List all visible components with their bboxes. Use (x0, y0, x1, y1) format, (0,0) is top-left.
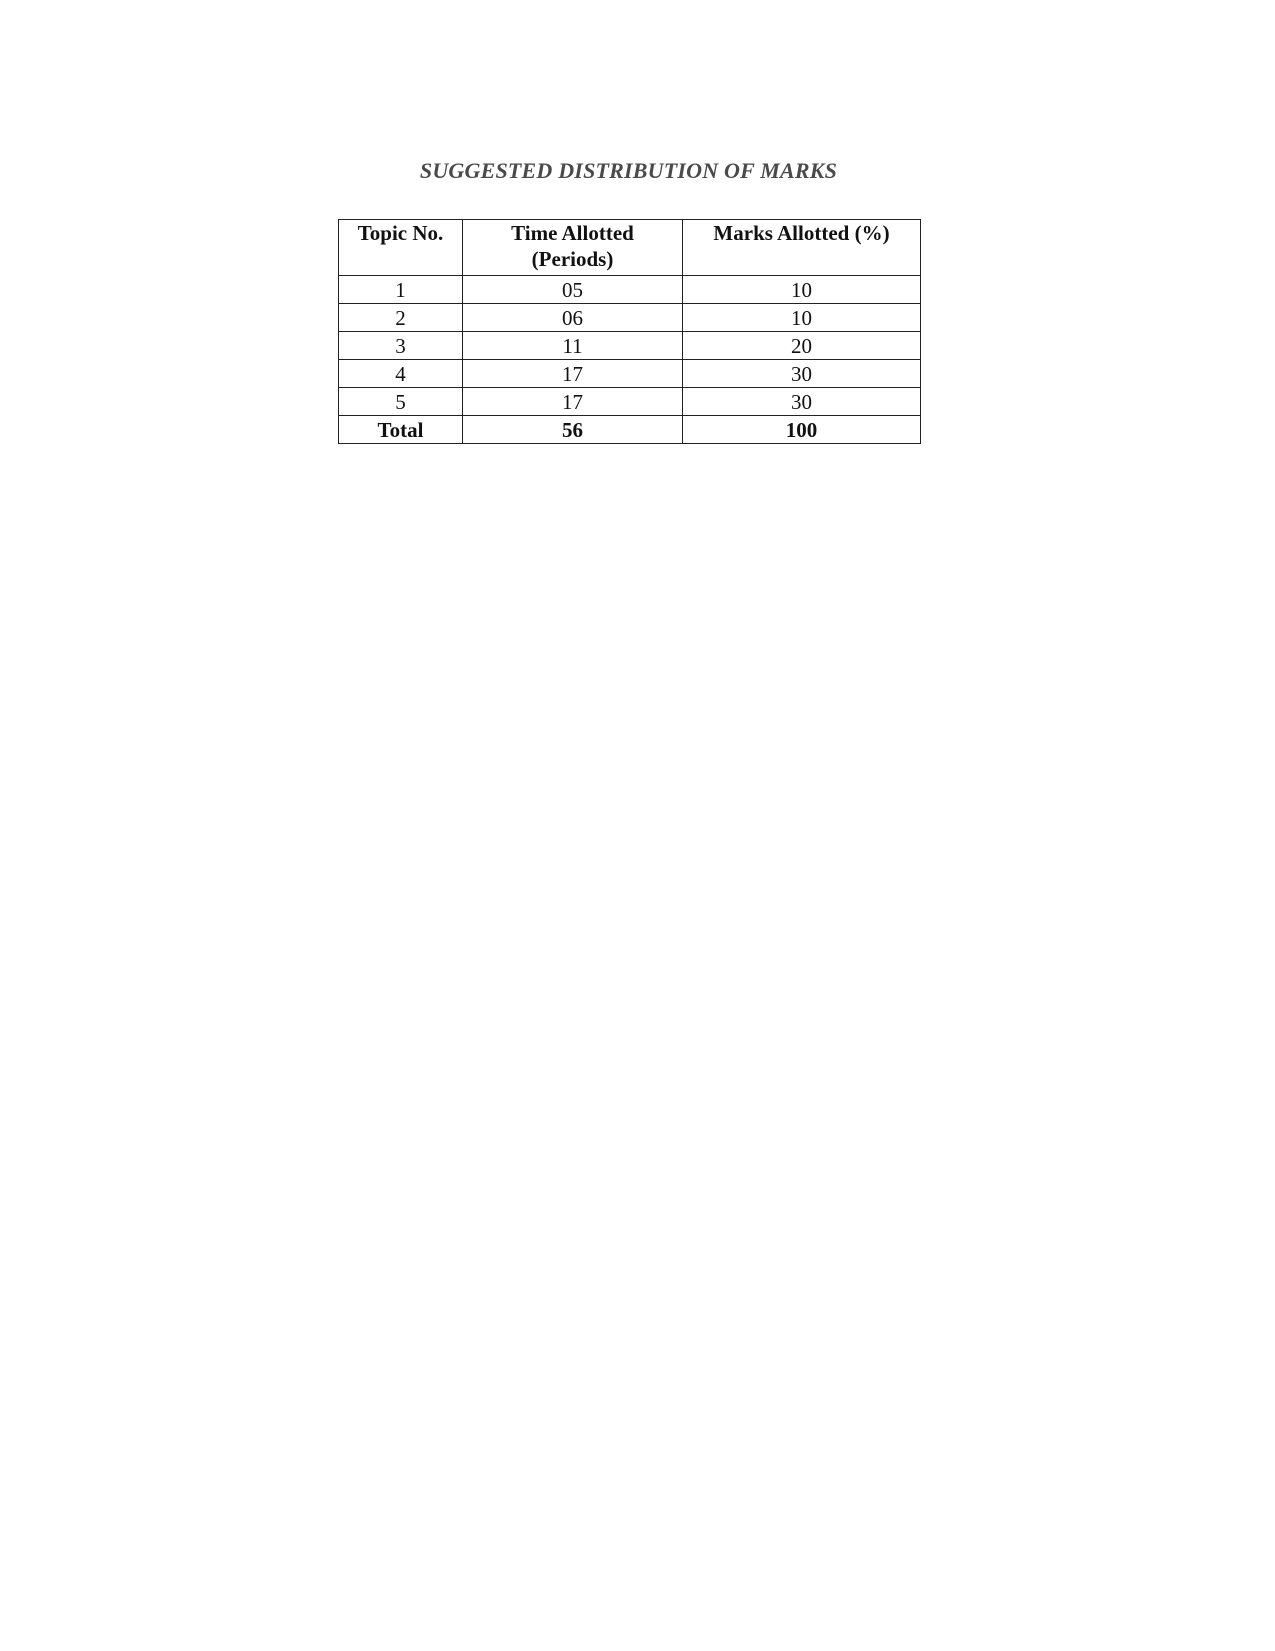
header-marks-allotted (683, 220, 921, 276)
cell-total-marks: 100 (683, 416, 921, 444)
header-time-label-line1: Time Allotted (511, 221, 634, 245)
cell-time: 05 (463, 276, 683, 304)
cell-time: 11 (463, 332, 683, 360)
cell-marks: 30 (683, 388, 921, 416)
cell-time: 17 (463, 360, 683, 388)
header-marks-label: Marks Allotted (%) (713, 221, 890, 245)
header-topic-label: Topic No. (357, 221, 444, 245)
cell-total-label: Total (339, 416, 463, 444)
cell-topic: 5 (339, 388, 463, 416)
cell-total-time: 56 (463, 416, 683, 444)
cell-marks: 20 (683, 332, 921, 360)
table-row (339, 332, 921, 360)
table-header-row (339, 220, 921, 276)
header-time-label-line2: (Periods) (531, 247, 614, 271)
cell-topic: 3 (339, 332, 463, 360)
table-total-row (339, 416, 921, 444)
cell-topic: 4 (339, 360, 463, 388)
cell-topic: 2 (339, 304, 463, 332)
cell-marks: 10 (683, 276, 921, 304)
table-row (339, 388, 921, 416)
table-row (339, 304, 921, 332)
cell-marks: 30 (683, 360, 921, 388)
cell-time: 17 (463, 388, 683, 416)
table-row (339, 360, 921, 388)
cell-topic: 1 (339, 276, 463, 304)
cell-marks: 10 (683, 304, 921, 332)
document-title-text: SUGGESTED DISTRIBUTION OF MARKS (419, 158, 838, 183)
document-title (0, 158, 1275, 184)
table-row (339, 276, 921, 304)
marks-distribution-table (338, 219, 921, 444)
header-time-allotted (463, 220, 683, 276)
cell-time: 06 (463, 304, 683, 332)
header-topic-no (339, 220, 463, 276)
